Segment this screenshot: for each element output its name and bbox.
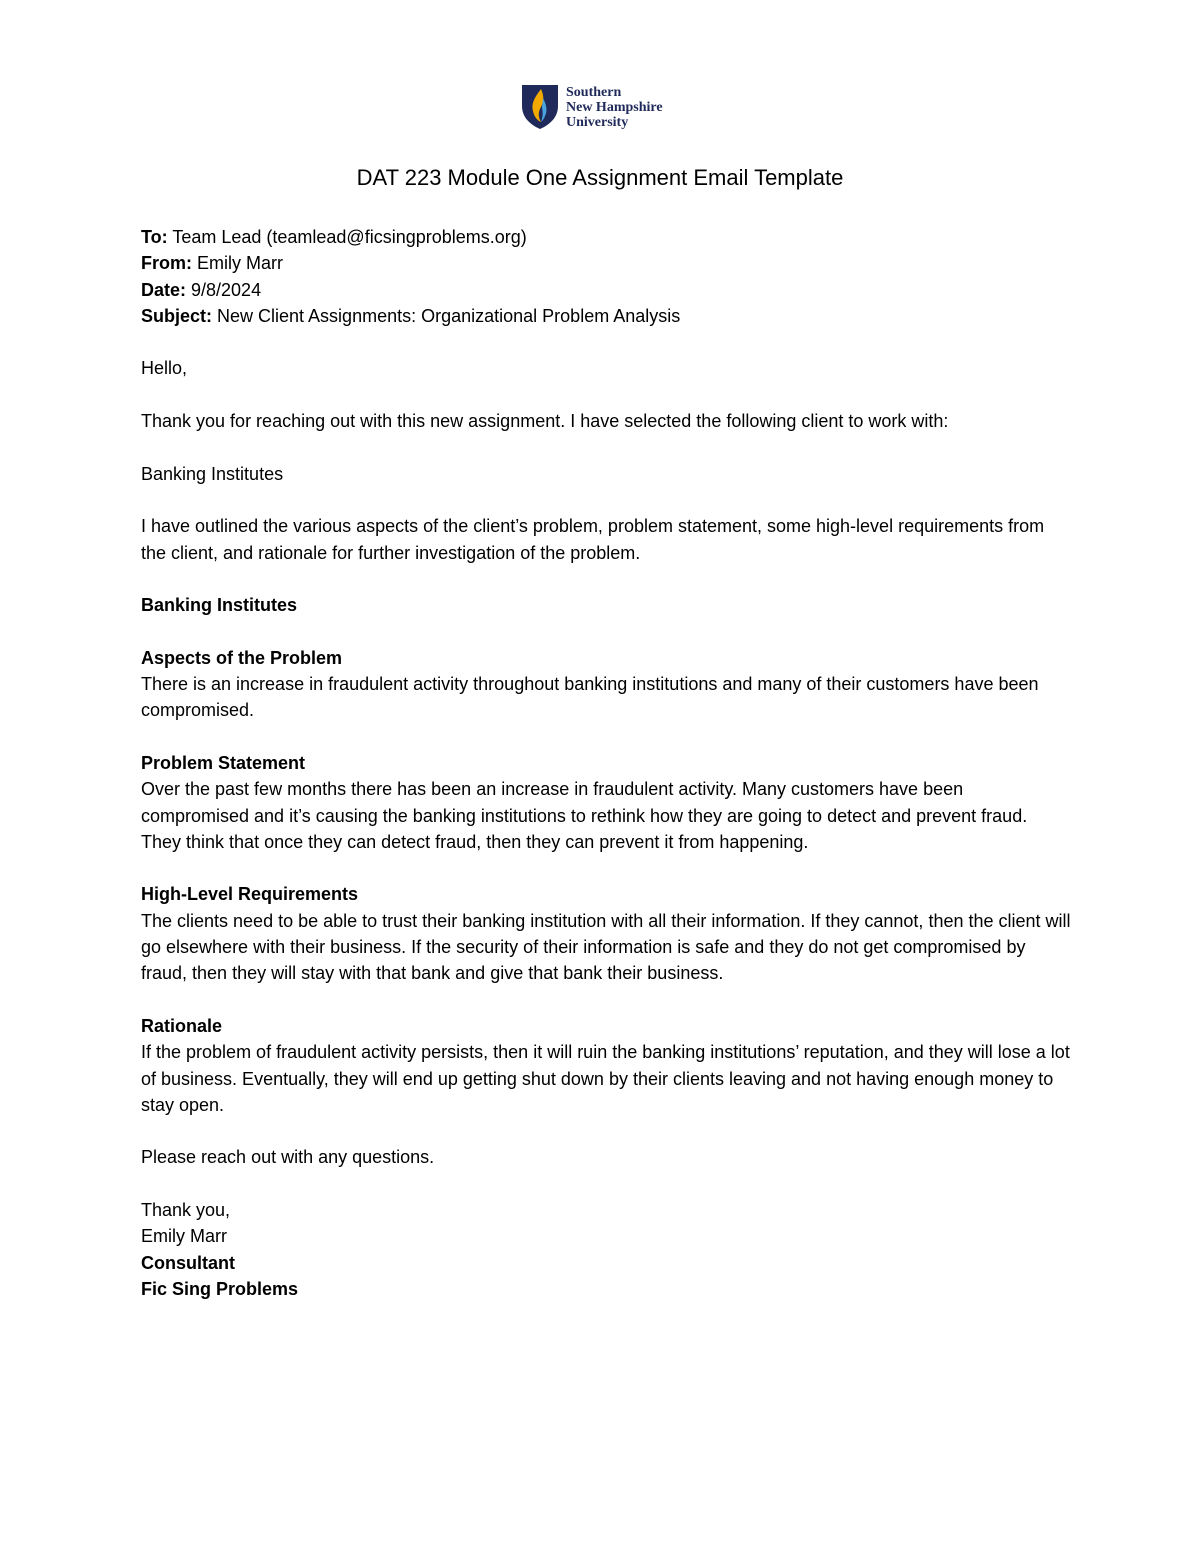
logo-line-2: New Hampshire	[566, 100, 663, 115]
aspects-heading: Aspects of the Problem	[141, 647, 343, 668]
university-logo	[521, 84, 663, 132]
aspects-paragraph: There is an increase in fraudulent activity throughout banking institutions and many of their customers have been compromised.	[141, 674, 1039, 721]
outline-paragraph: I have outlined the various aspects of the client’s problem, problem statement, some high-level requirements from the client, and rationale for further investigation of the problem.	[141, 516, 1045, 563]
subject-value: New Client Assignments: Organizational Problem Analysis	[212, 305, 681, 326]
requirements-paragraph: The clients need to be able to trust their banking institution with all their information. If they cannot, then the client will go elsewhere with their business. If the security of their information is safe and they do not get compromised by fraud, then they will stay with that bank and give that bank their business.	[141, 910, 1071, 984]
to-line	[141, 224, 1071, 250]
email-content	[141, 224, 1071, 1302]
intro-paragraph: Thank you for reaching out with this new assignment. I have selected the following client to work with:	[141, 411, 949, 432]
document-title: DAT 223 Module One Assignment Email Template	[356, 165, 844, 190]
to-value: Team Lead (teamlead@ficsingproblems.org)	[167, 227, 527, 247]
signature-company: Fic Sing Problems	[141, 1278, 299, 1299]
closing-request: Please reach out with any questions.	[141, 1147, 435, 1168]
rationale-heading: Rationale	[141, 1015, 223, 1036]
requirements-heading: High-Level Requirements	[141, 884, 359, 905]
shield-icon	[521, 84, 559, 130]
from-value: Emily Marr	[192, 253, 283, 274]
subject-label: Subject:	[141, 305, 213, 326]
signature-title: Consultant	[141, 1252, 235, 1273]
date-label: Date:	[141, 279, 187, 300]
statement-paragraph: Over the past few months there has been an increase in fraudulent activity. Many customers have been compromised and it’s causing the banking institutions to rethink how they are going to detect and prevent fraud. They think that once they can detect fraud, then they can prevent it from happening.	[141, 779, 1028, 852]
logo-wordmark	[566, 84, 663, 130]
subject-line	[141, 303, 1071, 329]
statement-heading: Problem Statement	[141, 752, 306, 773]
client-name: Banking Institutes	[141, 463, 284, 484]
from-label: From:	[141, 253, 192, 274]
client-heading: Banking Institutes	[141, 595, 298, 616]
date-line	[141, 277, 1071, 303]
logo-line-1: Southern	[566, 85, 622, 100]
to-label: To:	[141, 227, 168, 247]
signoff: Thank you,	[141, 1199, 231, 1220]
rationale-paragraph: If the problem of fraudulent activity persists, then it will ruin the banking institutions’ reputation, and they will lose a lot of business. Eventually, they will end up getting shut down by their clients leaving and not having enough money to stay open.	[141, 1042, 1070, 1115]
greeting: Hello,	[141, 358, 188, 379]
from-line	[141, 250, 1071, 276]
signature-name: Emily Marr	[141, 1226, 227, 1247]
date-value: 9/8/2024	[186, 279, 262, 300]
logo-line-3: University	[566, 115, 629, 130]
